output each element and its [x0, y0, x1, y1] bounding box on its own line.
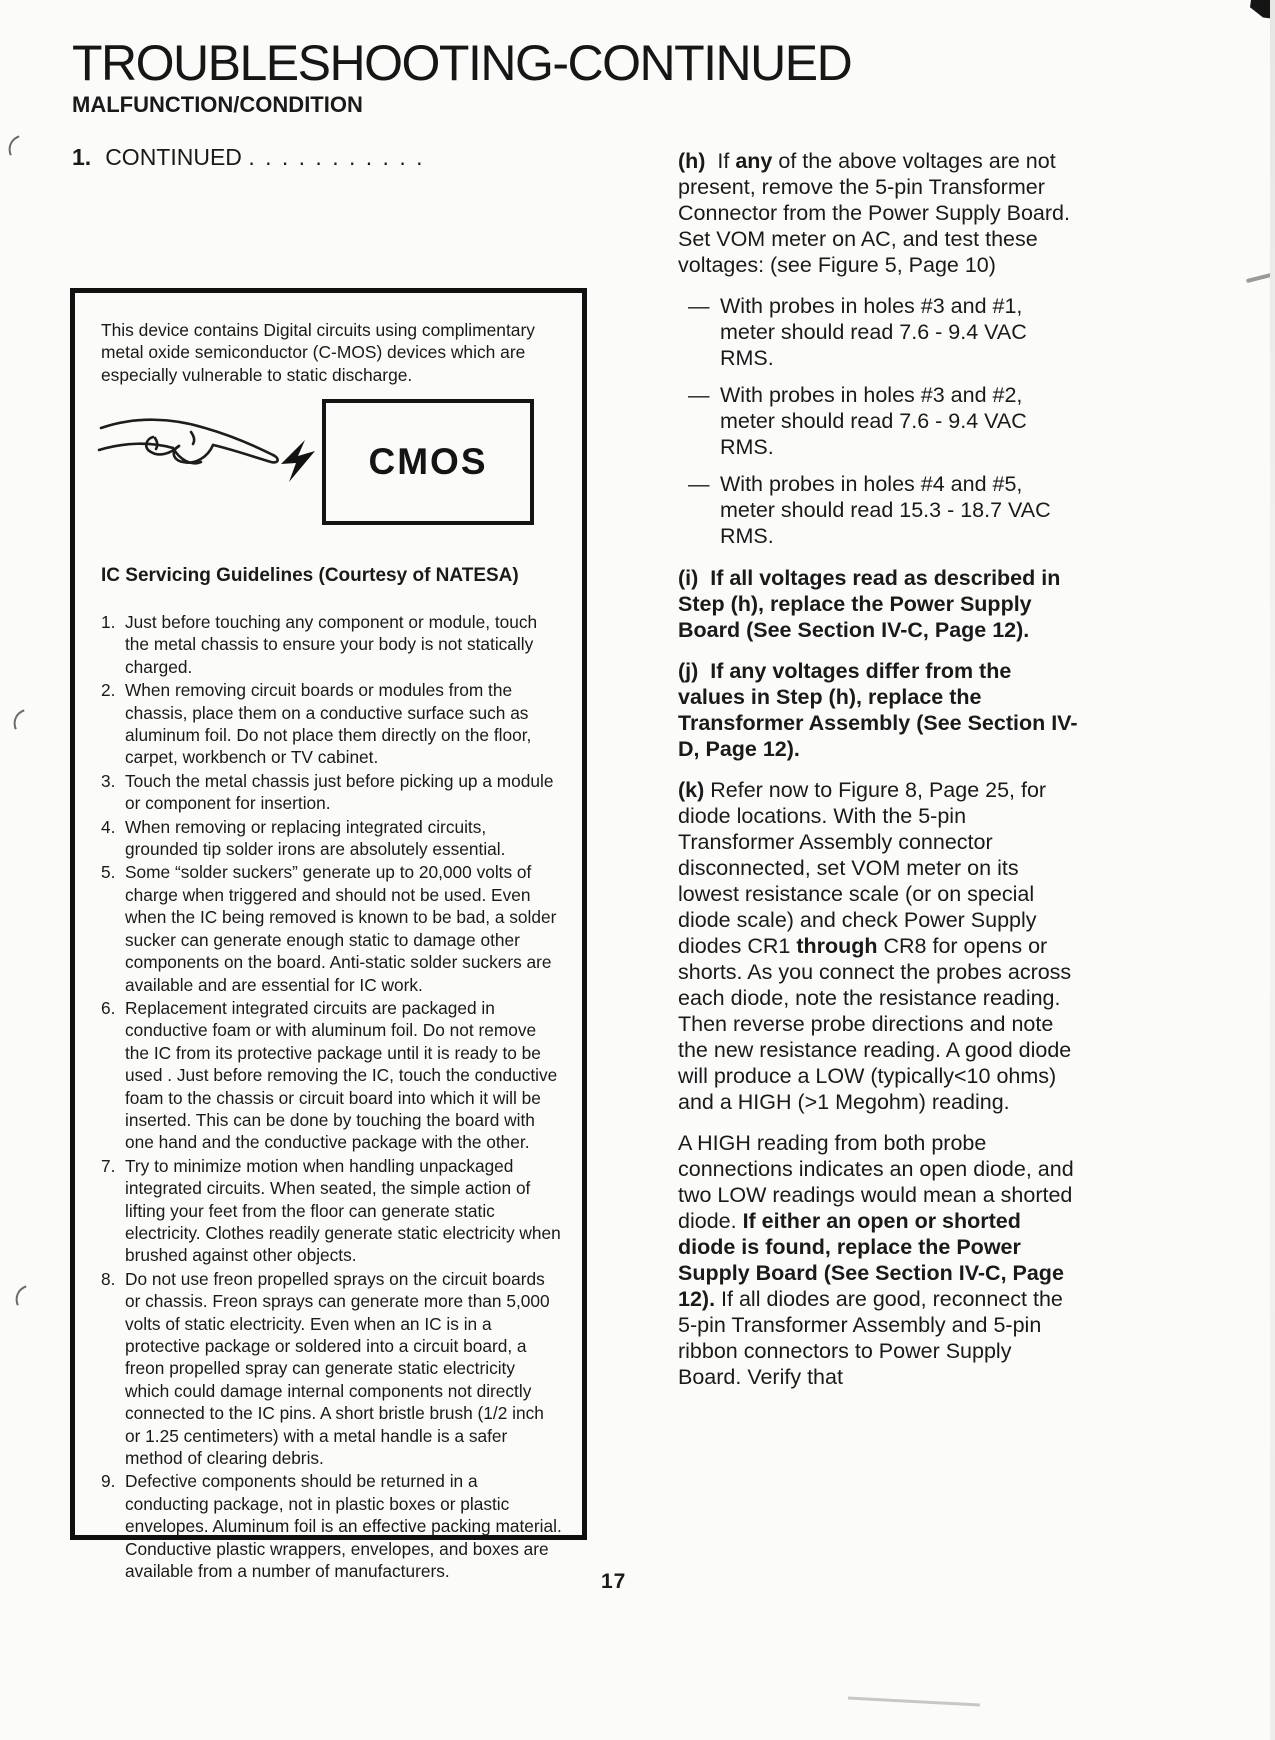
scan-artifact-curl-bottom [10, 1279, 61, 1325]
page-title: TROUBLESHOOTING-CONTINUED [72, 35, 852, 91]
guidelines-heading: IC Servicing Guidelines (Courtesy of NATESA) [101, 565, 519, 586]
cmos-chip-box [322, 399, 534, 525]
guideline-item-4: 4. When removing or replacing integrated circuits, grounded tip solder irons are absolutely essential. [101, 816, 506, 860]
guideline-item-5: 5. Some “solder suckers” generate up to 20,000 volts of charge when triggered and should not be used. Even when the IC being removed is known to be bad, a solder sucker can generate enough static to damage other components on the board. Anti-static solder suckers are available and are essential for IC work. [101, 862, 562, 995]
dash-icon: — [688, 472, 710, 496]
static-spark-icon [281, 440, 315, 482]
voltage-test-bullets [678, 293, 1078, 549]
bullet-probe-3-2: — With probes in holes #3 and #2, meter should read 7.6 - 9.4 VAC RMS. [688, 383, 1033, 459]
static-discharge-hand-illustration [95, 401, 325, 513]
guideline-item-8: 8. Do not use freon propelled sprays on the circuit boards or chassis. Freon sprays can generate more than 5,000 volts of static electricity. Even when an IC is in a protective package or soldered into a circuit board, a freon propelled spray can generate static electricity which could damage internal components not directly connected to the IC pins. A short bristle brush (1/2 inch or 1.25 centimeters) with a metal handle is a safer method of clearing debris. [101, 1268, 555, 1469]
cmos-warning-intro: This device contains Digital circuits using complimentary metal oxide semiconductor (C-MOS) devices which are especially vulnerable to static discharge. [101, 320, 540, 385]
cmos-warning-box [70, 288, 587, 1582]
dash-icon: — [688, 383, 710, 407]
paragraph-k: (k) Refer now to Figure 8, Page 25, for diode locations. With the 5-pin Transformer Assembly connector disconnected, set VOM meter on its lowest resistance scale (or on special diode scale) and check Power Supply diodes CR1 through CR8 for opens or shorts. As you connect the probes across each diode, note the resistance reading. Then reverse probe directions and note the new resistance reading. A good diode will produce a LOW (typically<10 ohms) and a HIGH (>1 Megohm) reading. [678, 778, 1078, 1114]
item-label: CONTINUED [105, 144, 242, 170]
bullet-probe-4-5: — With probes in holes #4 and #5, meter should read 15.3 - 18.7 VAC RMS. [688, 472, 1057, 548]
bullet-probe-3-1: — With probes in holes #3 and #1, meter should read 7.6 - 9.4 VAC RMS. [688, 294, 1033, 370]
right-column [678, 148, 1078, 1405]
item-number: 1. [72, 144, 92, 170]
guideline-item-6: 6. Replacement integrated circuits are packaged in conductive foam or with aluminum foil. Do not remove the IC from its protective package until it is ready to be used . Just before removing the IC, touch the conductive foam to the chassis or circuit board into which it will be inserted. This can be done by touching the board with one hand and the conductive package with the other. [101, 997, 563, 1153]
scan-artifact-right-edge [1270, 0, 1275, 1740]
scan-artifact-bottom-line [848, 1697, 980, 1706]
paragraph-diode-summary: A HIGH reading from both probe connections indicates an open diode, and two LOW readings would mean a shorted diode. If either an open or shorted diode is found, replace the Power Supply Board (See Section IV-C, Page 12). If all diodes are good, reconnect the 5-pin Transformer Assembly and 5-pin ribbon connectors to Power Supply Board. Verify that [678, 1131, 1080, 1389]
malfunction-item-1 [72, 144, 425, 171]
scan-artifact-curl-top [3, 129, 54, 175]
page-subtitle: MALFUNCTION/CONDITION [72, 92, 363, 117]
cmos-label: CMOS [368, 441, 488, 482]
page-number: 17 [601, 1570, 627, 1593]
guideline-item-2: 2. When removing circuit boards or modules from the chassis, place them on a conductive surface such as aluminum foil. Do not place them directly on the floor, carpet, workbench or TV cabinet. [101, 680, 537, 768]
scan-artifact-curl-middle [8, 703, 59, 749]
paragraph-h: (h) If any of the above voltages are not present, remove the 5-pin Transformer Connector from the Power Supply Board. Set VOM meter on AC, and test these voltages: (see Figure 5, Page 10) [678, 149, 1076, 277]
scan-artifact-edge-mark [1246, 273, 1272, 283]
ic-servicing-guidelines-list [101, 611, 567, 1583]
pointing-hand-icon [95, 401, 325, 513]
paragraph-j: (j) If any voltages differ from the values in Step (h), replace the Transformer Assembly (See Section IV-D, Page 12). [678, 659, 1078, 761]
guideline-item-1: 1. Just before touching any component or module, touch the metal chassis to ensure your body is not statically charged. [101, 612, 542, 677]
guideline-item-9: 9. Defective components should be returned in a conducting package, not in plastic boxes or plastic envelopes. Aluminum foil is an effective packing material. Conductive plastic wrappers, envelopes, and boxes are available from a number of manufacturers. [101, 1471, 567, 1582]
dot-leaders: . . . . . . . . . . . [248, 144, 425, 170]
dash-icon: — [688, 294, 710, 318]
paragraph-i: (i) If all voltages read as described in Step (h), replace the Power Supply Board (See Section IV-C, Page 12). [678, 566, 1067, 642]
guideline-item-3: 3. Touch the metal chassis just before picking up a module or component for insertion. [101, 770, 559, 814]
scan-artifact-corner [1250, 0, 1275, 19]
guideline-item-7: 7. Try to minimize motion when handling unpackaged integrated circuits. When seated, the simple action of lifting your feet from the floor can generate static electricity. Clothes readily generate static electricity when brushed against other objects. [101, 1155, 566, 1266]
